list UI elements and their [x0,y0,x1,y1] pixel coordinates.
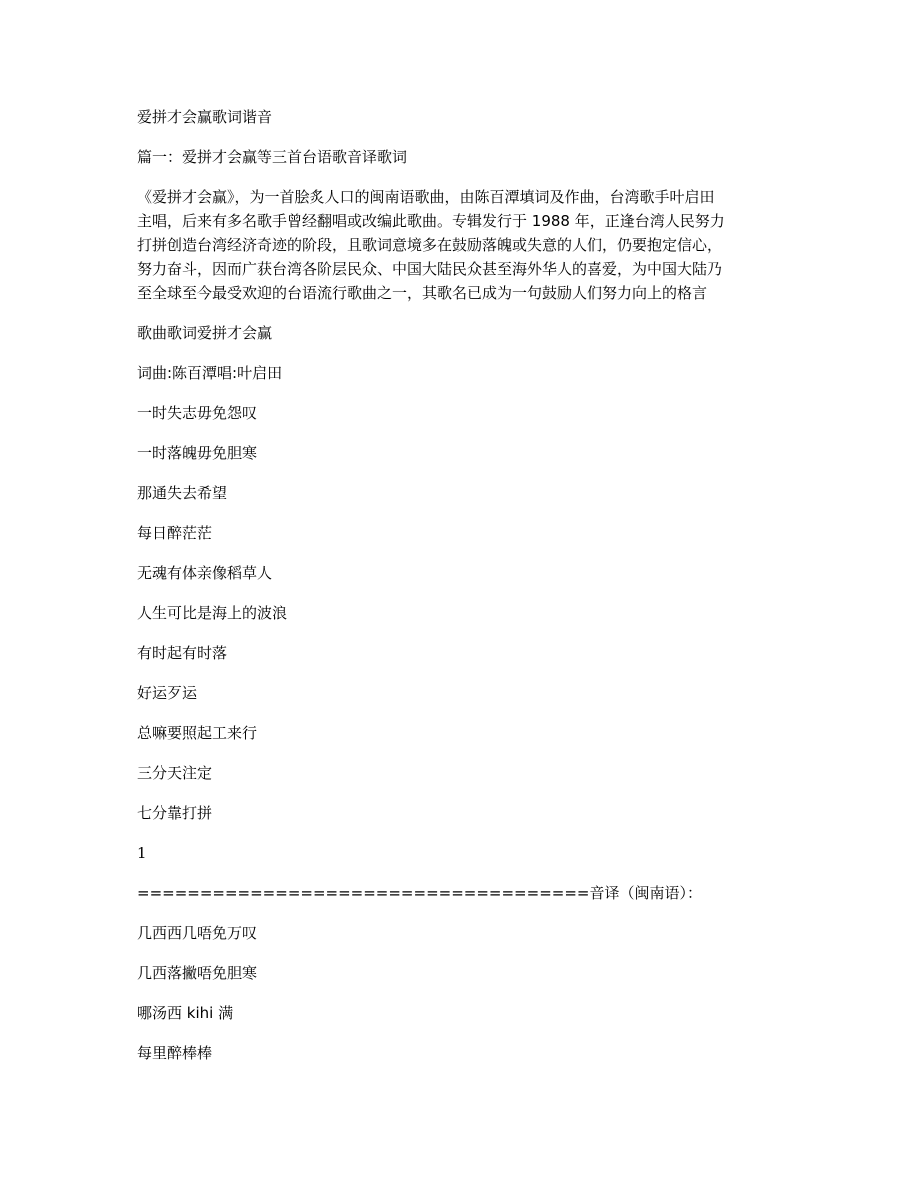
song-title: 歌曲歌词爱拼才会赢 [137,324,273,342]
intro-line: 打拼创造台湾经济奇迹的阶段，且歌词意境多在鼓励落魄或失意的人们，仍要抱定信心， [137,236,723,254]
intro-paragraph [137,185,777,305]
transliteration-line: 几西落撇唔免胆寒 [137,964,258,982]
intro-line: 至全球至今最受欢迎的台语流行歌曲之一，其歌名已成为一句鼓励人们努力向上的格言 [137,284,708,302]
transliteration-line: 哪汤西 kihi 满 [137,1004,234,1022]
lyric-line: 一时落魄毋免胆寒 [137,444,258,462]
lyric-line: 一时失志毋免怨叹 [137,404,258,422]
transliteration-line: 几西西几唔免万叹 [137,924,258,942]
lyric-line: 三分天注定 [137,764,213,782]
document-page [137,105,797,1065]
intro-line: 努力奋斗，因而广获台湾各阶层民众、中国大陆民众甚至海外华人的喜爱，为中国大陆乃 [137,260,723,278]
lyric-line: 那通失去希望 [137,484,228,502]
lyric-line: 每日醉茫茫 [137,524,213,542]
page-number: 1 [137,844,147,862]
intro-line: 《爱拼才会赢》，为一首脍炙人口的闽南语歌曲，由陈百潭填词及作曲，台湾歌手叶启田 [137,188,715,206]
intro-line: 主唱，后来有多名歌手曾经翻唱或改编此歌曲。专辑发行于 1988 年，正逢台湾人民努力 [137,212,725,230]
transliteration-divider: ====================================音译（闽南语）： [137,884,702,902]
song-credits: 词曲:陈百潭唱:叶启田 [137,364,283,382]
lyric-line: 无魂有体亲像稻草人 [137,564,273,582]
section-heading: 篇一：爱拼才会赢等三首台语歌音译歌词 [137,148,408,166]
document-title: 爱拼才会赢歌词谐音 [137,108,273,126]
lyric-line: 有时起有时落 [137,644,228,662]
lyric-line: 总嘛要照起工来行 [137,724,258,742]
transliteration-line: 每里醉棒棒 [137,1044,213,1062]
lyric-line: 人生可比是海上的波浪 [137,604,288,622]
lyric-line: 七分靠打拼 [137,804,213,822]
lyric-line: 好运歹运 [137,684,198,702]
